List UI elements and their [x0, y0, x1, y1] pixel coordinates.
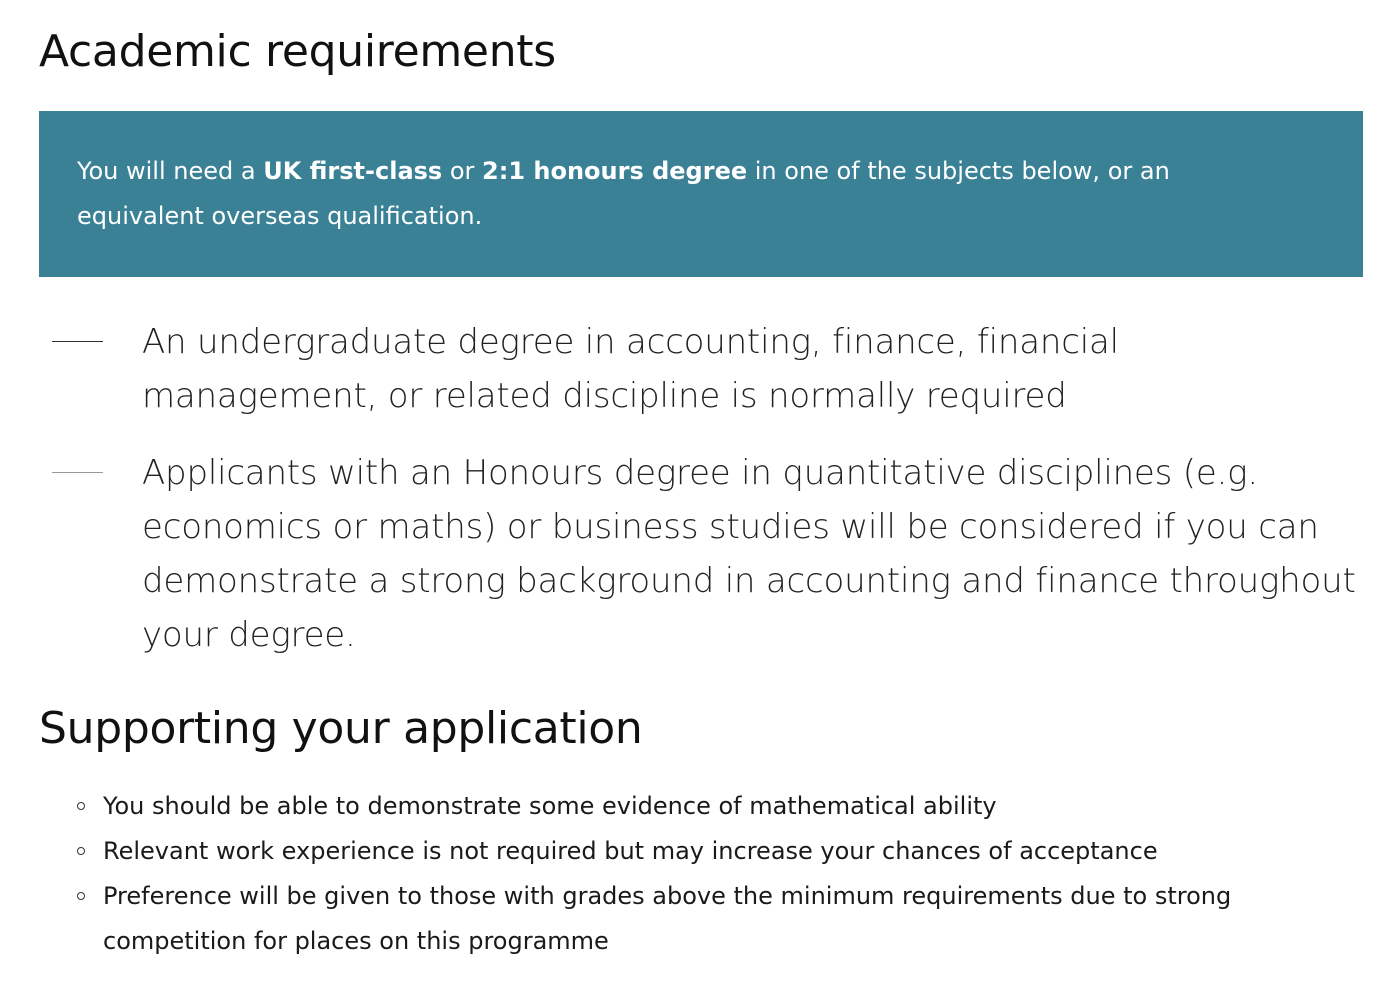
support-item-text: Preference will be given to those with grades above the minimum requirements due to strong competition for places on this programme	[103, 882, 1232, 955]
support-list-item	[39, 874, 1363, 964]
supporting-application-heading: Supporting your application	[39, 703, 643, 754]
dash-bullet-icon	[52, 472, 103, 473]
academic-requirements-heading: Academic requirements	[39, 26, 556, 77]
circle-bullet-icon	[77, 892, 85, 900]
callout-highlight-first-class: UK first-class	[263, 157, 443, 185]
requirement-text: Applicants with an Honours degree in quantitative disciplines (e.g. economics or maths) or business studies will be considered if you can demonstrate a strong background in accounting and finance throughout your degree.	[142, 453, 1356, 655]
dash-bullet-icon	[52, 341, 103, 342]
callout-text-part-1: You will need a	[77, 157, 264, 185]
requirement-text: An undergraduate degree in accounting, finance, financial management, or related discipline is normally required	[142, 322, 1119, 416]
requirement-item	[39, 446, 1363, 662]
support-list-item	[39, 784, 1363, 829]
degree-requirement-callout	[39, 111, 1363, 277]
requirements-list	[39, 315, 1363, 662]
callout-text-part-2: or	[442, 157, 483, 185]
requirement-item	[39, 315, 1363, 423]
callout-highlight-honours-degree: 2:1 honours degree	[482, 157, 748, 185]
callout-text-part-3: in one of the subjects below, or an equivalent overseas qualification.	[77, 157, 1170, 230]
page-content	[39, 0, 1363, 964]
circle-bullet-icon	[77, 802, 85, 810]
support-item-text: Relevant work experience is not required but may increase your chances of acceptance	[103, 837, 1158, 865]
support-item-text: You should be able to demonstrate some evidence of mathematical ability	[103, 792, 997, 820]
circle-bullet-icon	[77, 847, 85, 855]
supporting-application-list	[39, 784, 1363, 964]
support-list-item	[39, 829, 1363, 874]
